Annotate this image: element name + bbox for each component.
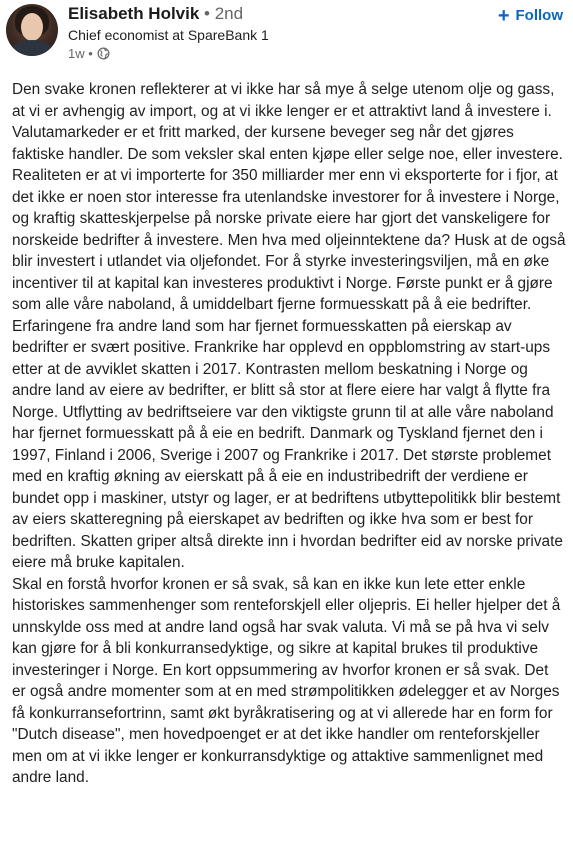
author-name[interactable]: Elisabeth Holvik: [68, 4, 200, 23]
plus-icon: +: [497, 4, 510, 27]
connection-degree: • 2nd: [199, 4, 244, 23]
author-headline: Chief economist at SpareBank 1: [68, 27, 269, 43]
post-paragraph: Den svake kronen reflekterer at vi ikke har så mye å selge utenom olje og gass, at vi er avhengig av import, og at vi ikke lenger er et attraktivt land å investere i. Valutamarkeder er et fritt marked, der kursene beveger seg når det gjøres faktiske handler. De som veksler skal enten kjøpe eller selge noe, eller investere. Realiteten er at vi importerte for 350 milliarder mer enn vi eksporterte for i fjor, at det ikke er noen stor interesse fra utenlandske investorer for å investere i Norge, og kraftig skatteskjerpelse på norske private eiere har gjort det vanskeligere for norskeide bedrifter å investere. Men hva med oljeinntektene da? Husk at de også blir investert i utlandet via oljefondet. For å styrke investeringsviljen, må en øke incentiver til at kapital kan investeres produktivt i Norge. Første punkt er å gjøre som alle våre naboland, å umiddelbart fjerne formuesskatt på å eie bedrifter. Erfaringene fra andre land som har fjernet formuesskatten på eierskap av bedrifter er svært positive. Frankrike har opplevd en oppblomstring av start-ups etter at de avviklet skatten i 2017. Kontrasten mellom beskatning i Norge og andre land av eiere av bedrifter, er blitt så stor at flere eiere har valgt å flytte fra Norge. Utflytting av bedriftseiere var den viktigste grunn til at alle våre naboland har fjernet formuesskatt på å eie en bedrift. Danmark og Tyskland fjernet den i 1997, Finland i 2006, Sverige i 2007 og Frankrike i 2017. Det største problemet med en kraftig økning av eierskatt på å eie en industribedrift der verdiene er bundet opp i maskiner, utstyr og lager, er at bedriftens utbyttepolitikk blir bestemt av eiers skatteregning på eierskapet av bedriften og ikke hva som er best for bedriften. Skatten griper altså direkte inn i hvordan bedrifter eid av norske private eiere må bruke kapitalen.: [12, 81, 566, 571]
follow-button[interactable]: [497, 4, 563, 27]
post-paragraph: Skal en forstå hvorfor kronen er så svak, så kan en ikke kun lete etter enkle historiskes sammenhenger som renteforskjell eller oljepris. Ei heller hjelper det å unnskylde oss med at andre land også har svak valuta. Vi må se på hva vi selv kan gjøre for å bli konkurransedyktige, og sikre at kapital brukes til produktive investeringer i Norge. En kort oppsummering av hvorfor kronen er så svak. Det er også andre momenter som at en med strømpolitikken ødelegger et av Norges få konkurransefortrinn, samt økt byråkratisering og at vi allerede har en form for "Dutch disease", men hovedpoenget er at det ikke handler om renteforskjeller men om at vi ikke lenger er konkurransdyktige og attaktive sammenlignet med andre land.: [12, 575, 561, 786]
author-name-line: [68, 4, 243, 24]
avatar[interactable]: [6, 4, 58, 56]
post-time: 1w •: [68, 46, 93, 61]
globe-icon: [97, 47, 110, 60]
post-header: [0, 0, 573, 70]
follow-label: Follow: [515, 7, 563, 24]
post-meta: [68, 46, 110, 61]
post-text: [12, 79, 566, 789]
